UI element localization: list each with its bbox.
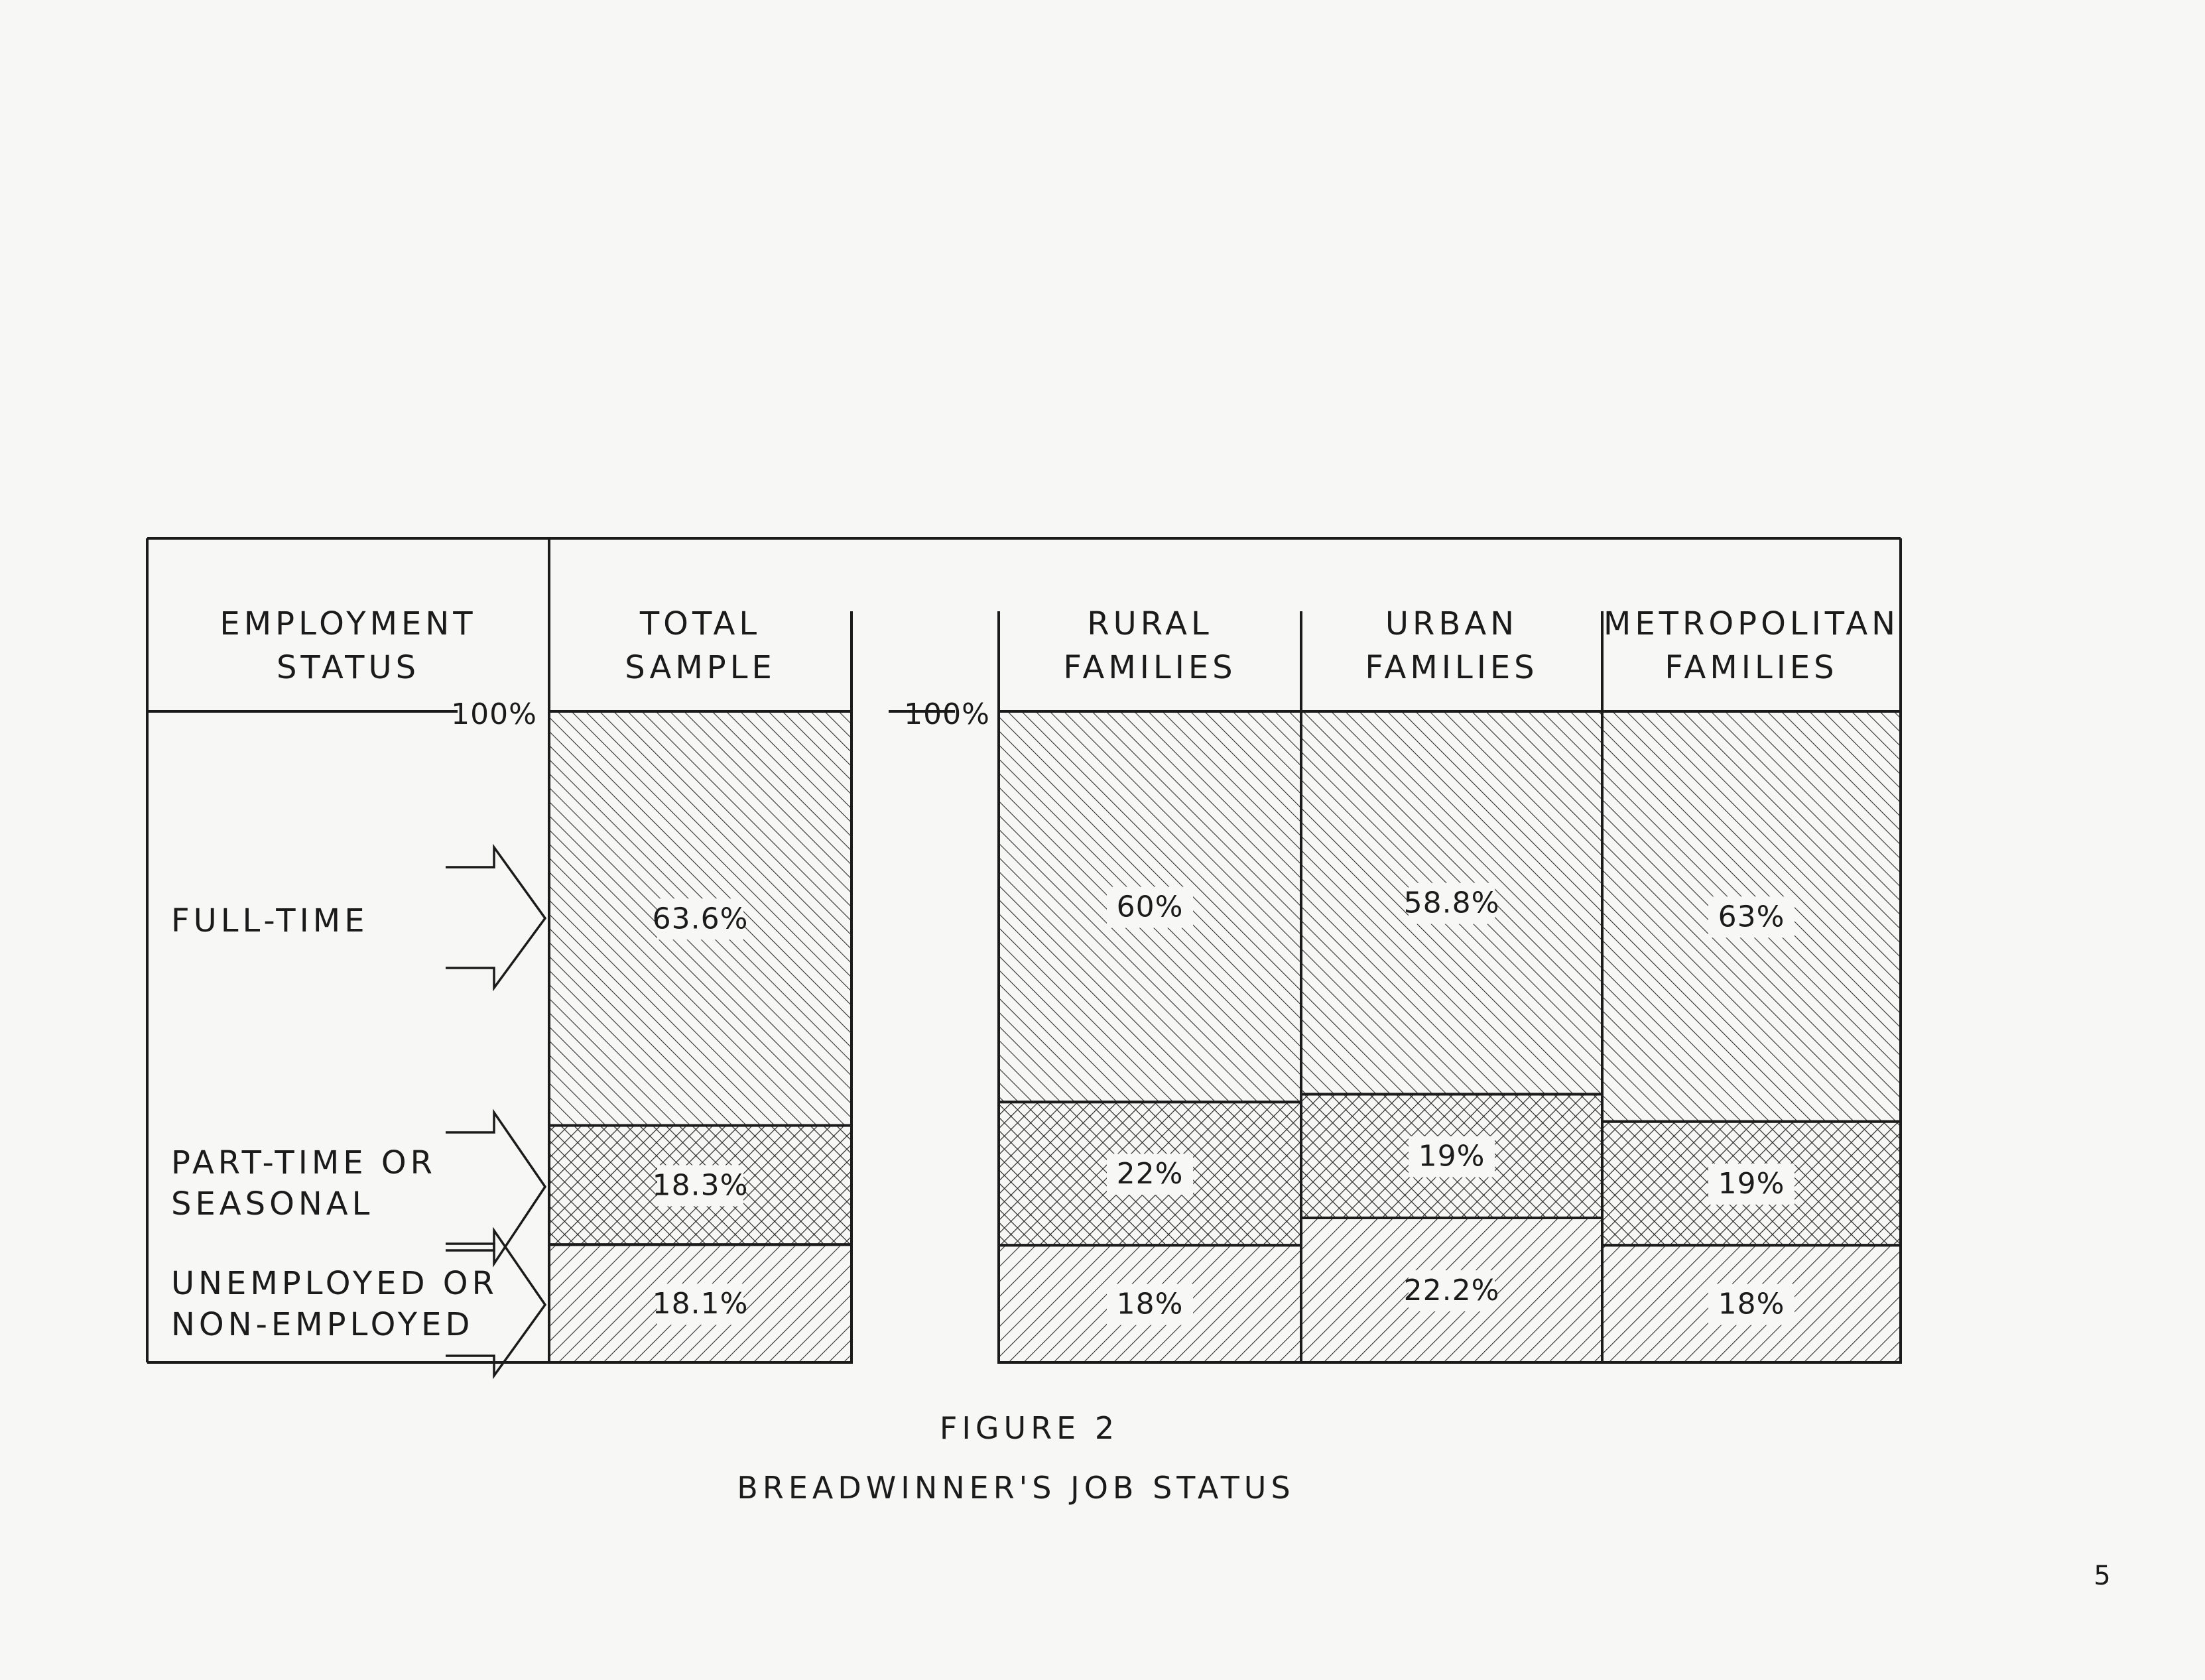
- value-label-metro-2: 18%: [1718, 1287, 1785, 1321]
- value-label-total-0: 63.6%: [652, 902, 749, 936]
- value-label-rural-0: 60%: [1116, 890, 1184, 924]
- column-header-total-line2: SAMPLE: [625, 649, 776, 686]
- tick-label-100-right: 100%: [904, 697, 990, 731]
- value-label-metro-0: 63%: [1718, 900, 1785, 934]
- row-label-1-line1: PART-TIME OR: [171, 1144, 437, 1181]
- column-header-urban-line2: FAMILIES: [1365, 649, 1539, 686]
- value-label-rural-1: 22%: [1116, 1157, 1184, 1191]
- chart-title: BREADWINNER'S JOB STATUS: [737, 1470, 1295, 1506]
- value-label-urban-0: 58.8%: [1403, 886, 1500, 920]
- row-label-1-line2: SEASONAL: [171, 1185, 374, 1223]
- row-label-2-line1: UNEMPLOYED OR: [171, 1265, 498, 1302]
- column-header-rural-line2: FAMILIES: [1063, 649, 1237, 686]
- row-arrow-icon-2: [446, 1230, 545, 1376]
- row-arrow-icon-0: [446, 847, 545, 988]
- page-number: 5: [2094, 1561, 2111, 1591]
- column-header-total-line1: TOTAL: [639, 605, 761, 642]
- column-header-metro-line2: FAMILIES: [1665, 649, 1838, 686]
- stub-header-line1: EMPLOYMENT: [220, 605, 477, 642]
- value-label-urban-1: 19%: [1418, 1139, 1485, 1173]
- column-header-rural-line1: RURAL: [1087, 605, 1213, 642]
- figure-number: FIGURE 2: [939, 1410, 1119, 1446]
- value-label-metro-1: 19%: [1718, 1166, 1785, 1201]
- row-arrow-icon-1: [446, 1112, 545, 1264]
- stub-header-line2: STATUS: [276, 649, 420, 686]
- row-label-2-line2: NON-EMPLOYED: [171, 1306, 474, 1343]
- value-label-urban-2: 22.2%: [1403, 1273, 1500, 1307]
- value-label-rural-2: 18%: [1116, 1287, 1184, 1321]
- value-label-total-2: 18.1%: [652, 1287, 749, 1321]
- value-label-total-1: 18.3%: [652, 1168, 749, 1203]
- column-header-metro-line1: METROPOLITAN: [1603, 605, 1900, 642]
- column-header-urban-line1: URBAN: [1385, 605, 1519, 642]
- row-label-0-line1: FULL-TIME: [171, 902, 369, 939]
- tick-label-100-left: 100%: [451, 697, 537, 731]
